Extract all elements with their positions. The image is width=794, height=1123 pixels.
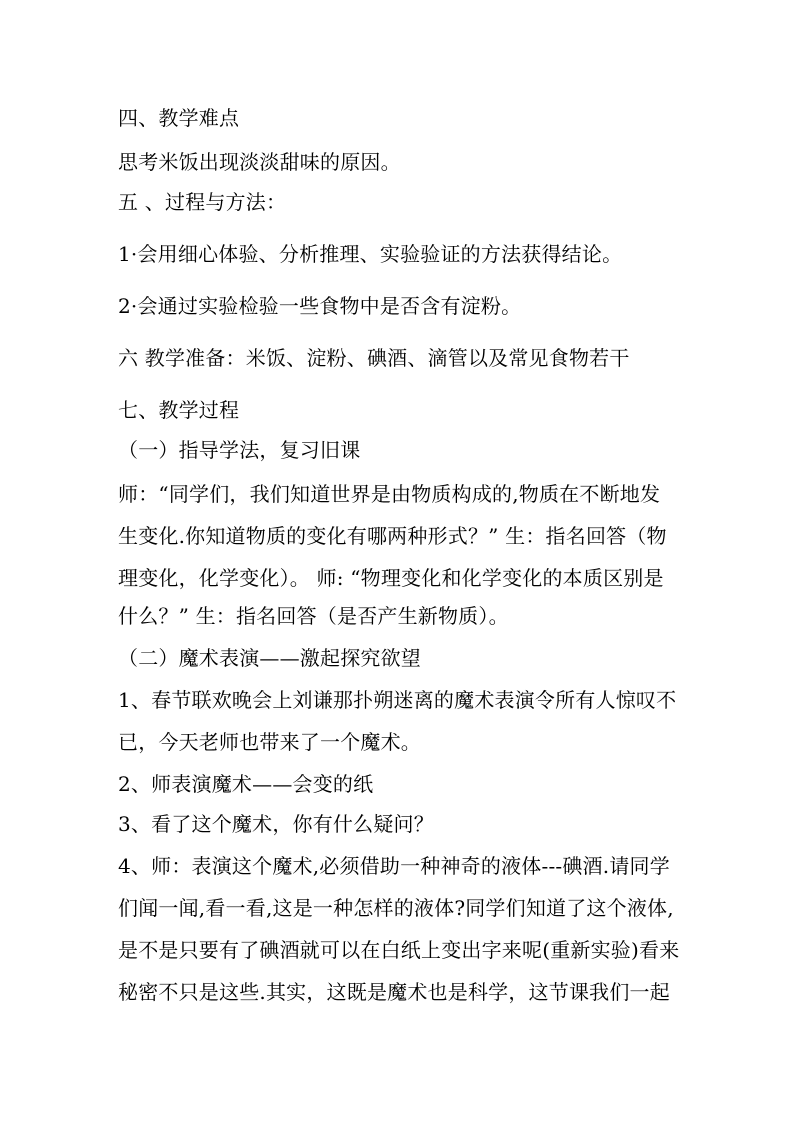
paragraph-line: 思考米饭出现淡淡甜味的原因。 <box>118 150 401 174</box>
list-item: 1、春节联欢晚会上刘谦那扑朔迷离的魔术表演令所有人惊叹不 <box>118 688 677 712</box>
heading-teaching-process: 七、教学过程 <box>118 398 240 422</box>
list-item: 4、师：表演这个魔术,必须借助一种神奇的液体---碘酒.请同学 <box>118 854 670 878</box>
heading-process-method: 五 、过程与方法： <box>118 190 287 214</box>
list-item-continuation: 秘密不只是这些.其实，这既是魔术也是科学，这节课我们一起 <box>118 980 670 1004</box>
list-item-continuation: 是不是只要有了碘酒就可以在白纸上变出字来呢(重新实验)看来 <box>118 938 680 962</box>
list-item: 2、师表演魔术——会变的纸 <box>118 772 374 796</box>
subheading-magic: （二）魔术表演——激起探究欲望 <box>118 646 421 670</box>
list-item-continuation: 已，今天老师也带来了一个魔术。 <box>118 730 421 754</box>
list-item: 3、看了这个魔术，你有什么疑问？ <box>118 812 434 836</box>
heading-difficulty: 四、教学难点 <box>118 106 240 130</box>
list-item: 1·会用细心体验、分析推理、实验验证的方法获得结论。 <box>118 242 623 266</box>
list-item: 2·会通过实验检验一些食物中是否含有淀粉。 <box>118 294 522 318</box>
heading-preparation: 六 教学准备：米饭、淀粉、碘酒、滴管以及常见食物若干 <box>118 346 630 370</box>
paragraph-line: 理变化，化学变化）。 师: “物理变化和化学变化的本质区别是 <box>118 566 664 590</box>
subheading-review: （一）指导学法，复习旧课 <box>118 438 361 462</box>
paragraph-line: 生变化.你知道物质的变化有哪两种形式？” 生：指名回答（物 <box>118 524 667 548</box>
paragraph-line: 师：“同学们，我们知道世界是由物质构成的,物质在不断地发 <box>118 482 661 506</box>
paragraph-line: 什么？” 生：指名回答（是否产生新物质）。 <box>118 604 509 628</box>
list-item-continuation: 们闻一闻,看一看,这是一种怎样的液体?同学们知道了这个液体, <box>118 896 674 920</box>
